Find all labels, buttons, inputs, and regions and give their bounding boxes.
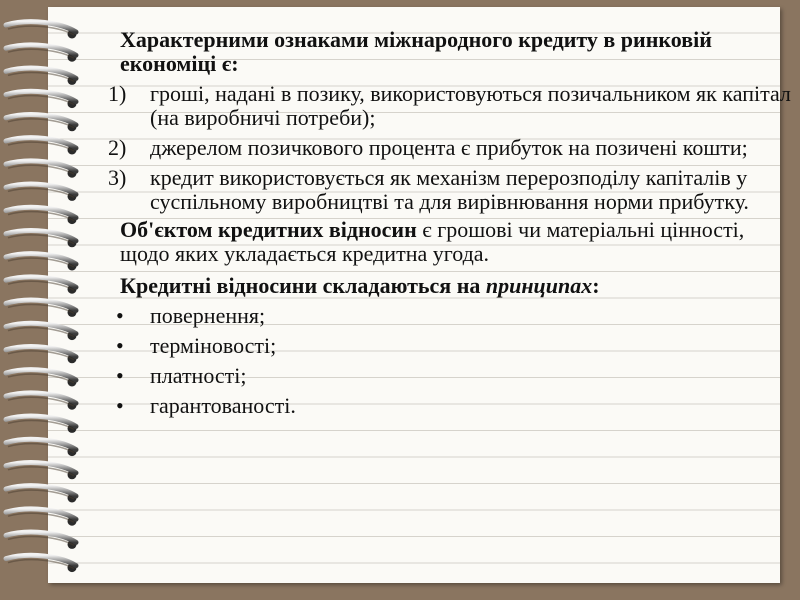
list-text: гроші, надані в позику, використовуються позичальником як капітал (на виробничі потреби); bbox=[150, 81, 791, 130]
bullet-icon: • bbox=[116, 303, 124, 328]
bullet-icon: • bbox=[116, 393, 124, 418]
list-number: 3) bbox=[108, 165, 127, 190]
principle-item-1 bbox=[108, 304, 793, 328]
principles-lead: Кредитні відносини складаються на bbox=[120, 273, 486, 298]
heading: Характерними ознаками міжнародного кредиту в ринковій економіці є: bbox=[120, 27, 712, 76]
list-number: 2) bbox=[108, 135, 127, 160]
principle-item-3 bbox=[108, 364, 793, 388]
principle-item-2 bbox=[108, 334, 793, 358]
principle-text: терміновості; bbox=[150, 333, 277, 358]
slide-content bbox=[108, 28, 793, 418]
object-term: Об'єктом кредитних відносин bbox=[120, 217, 417, 242]
principles-term: принципах bbox=[485, 273, 593, 298]
list-item-1 bbox=[108, 82, 793, 130]
principles-paragraph bbox=[108, 274, 793, 298]
principles-colon: : bbox=[592, 273, 600, 298]
list-item-3 bbox=[108, 166, 793, 214]
list-text: джерелом позичкового процента є прибуток на позичені кошти; bbox=[150, 135, 748, 160]
spiral-binding-icon bbox=[0, 0, 100, 600]
object-definition: є грошові чи матеріальні цінності, щодо яких укладається кредитна угода. bbox=[120, 217, 745, 266]
principle-text: гарантованості. bbox=[150, 393, 296, 418]
list-item-2 bbox=[108, 136, 793, 160]
list-number: 1) bbox=[108, 81, 127, 106]
bullet-icon: • bbox=[116, 333, 124, 358]
object-paragraph bbox=[108, 218, 793, 266]
principle-text: платності; bbox=[150, 363, 247, 388]
bullet-icon: • bbox=[116, 363, 124, 388]
principle-text: повернення; bbox=[150, 303, 266, 328]
list-text: кредит використовується як механізм перерозподілу капіталів у суспільному виробництві та для вирівнювання норми прибутку. bbox=[150, 165, 749, 214]
principle-item-4 bbox=[108, 394, 793, 418]
